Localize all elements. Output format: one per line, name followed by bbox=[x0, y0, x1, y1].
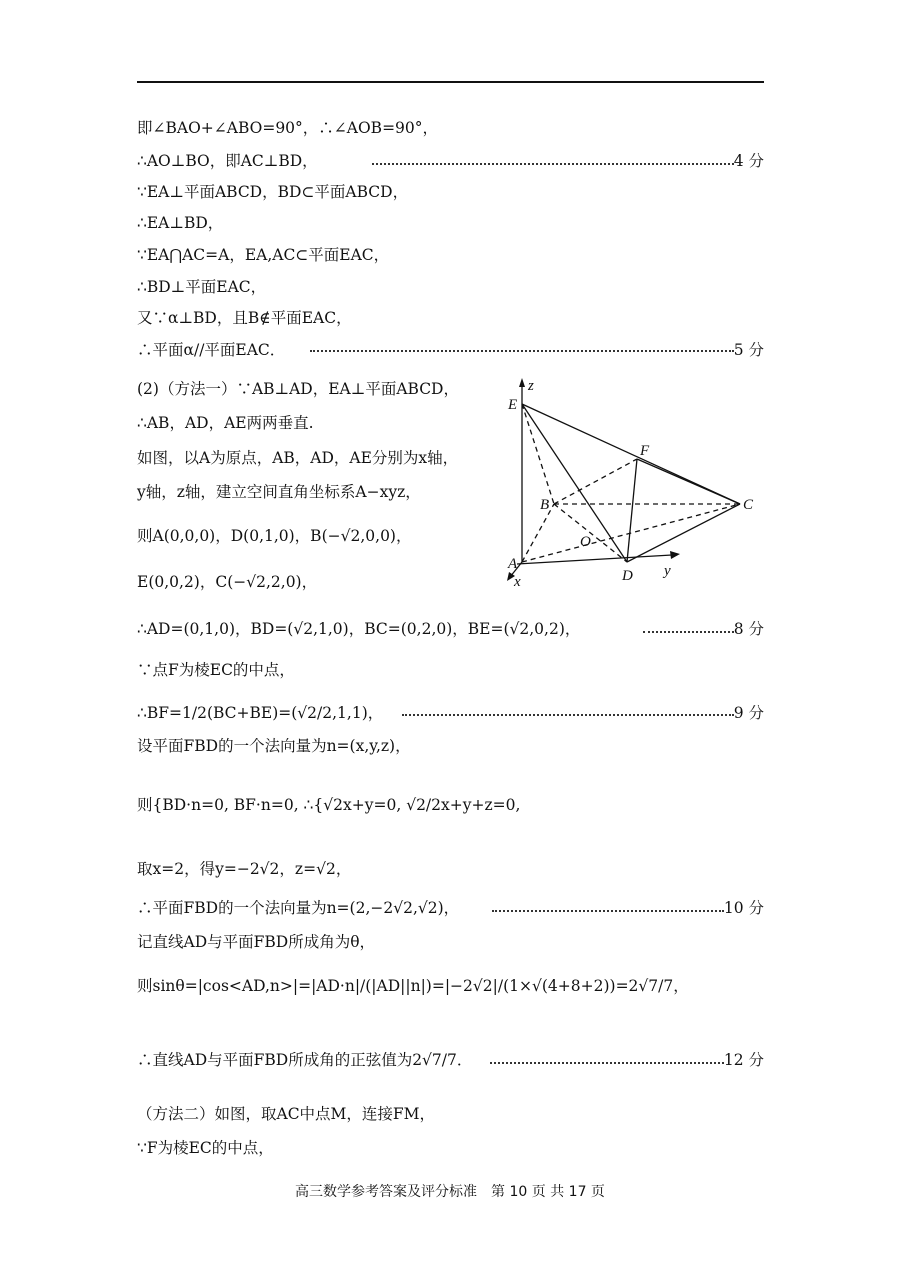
text-line-4: ∴EA⊥BD， bbox=[137, 214, 224, 232]
text-line-26: ∵F为棱EC的中点， bbox=[137, 1139, 274, 1157]
label-b: B bbox=[540, 497, 550, 513]
edge-ab bbox=[522, 504, 554, 562]
label-z: z bbox=[528, 378, 534, 394]
label-a: A bbox=[508, 556, 518, 572]
score-leader bbox=[490, 1060, 724, 1064]
label-c: C bbox=[743, 497, 754, 513]
label-o: O bbox=[580, 534, 591, 550]
label-e: E bbox=[508, 397, 518, 413]
score-leader bbox=[492, 908, 724, 912]
label-f: F bbox=[640, 443, 650, 459]
edge-ac bbox=[522, 504, 740, 562]
score-leader bbox=[372, 161, 734, 165]
score-leader bbox=[643, 629, 734, 633]
text-line-12: y轴，z轴，建立空间直角坐标系A−xyz， bbox=[137, 483, 421, 501]
text-line-20: 取x=2，得y=−2√2，z=√2， bbox=[137, 860, 352, 878]
y-axis-arrow bbox=[670, 551, 680, 559]
score-mark: 12 分 bbox=[723, 1051, 764, 1069]
text-line-15: ∴AD=(0,1,0)，BD=(√2,1,0)，BC=(0,2,0)，BE=(√2,0,2)， bbox=[137, 620, 581, 638]
text-line-2: ∴AO⊥BO，即AC⊥BD， bbox=[137, 152, 318, 170]
edge-fc bbox=[637, 459, 740, 504]
text-line-11: 如图，以A为原点，AB，AD，AE分别为x轴， bbox=[137, 449, 459, 467]
text-line-9: (2)（方法一）∵AB⊥AD，EA⊥平面ABCD， bbox=[137, 380, 459, 398]
score-leader bbox=[402, 712, 734, 716]
text-line-18: 设平面FBD的一个法向量为n=(x,y,z)， bbox=[137, 737, 411, 755]
text-line-14: E(0,0,2)，C(−√2,2,0)， bbox=[137, 573, 318, 591]
label-x: x bbox=[514, 574, 521, 590]
text-line-6: ∴BD⊥平面EAC， bbox=[137, 278, 267, 296]
edge-bd bbox=[554, 504, 627, 562]
text-line-10: ∴AB，AD，AE两两垂直. bbox=[137, 414, 314, 432]
text-line-5: ∵EA⋂AC=A，EA,AC⊂平面EAC， bbox=[137, 246, 390, 264]
score-mark: 8 分 bbox=[733, 620, 764, 638]
text-line-25: （方法二）如图，取AC中点M，连接FM， bbox=[137, 1105, 436, 1123]
score-mark: 5 分 bbox=[733, 341, 764, 359]
text-line-23: 则sinθ=|cos<AD,n>|=|AD·n|/(|AD||n|)=|−2√2|/(1×√(4+8+2))=2√7/7， bbox=[137, 977, 689, 995]
text-line-3: ∵EA⊥平面ABCD，BD⊂平面ABCD， bbox=[137, 183, 409, 201]
text-line-8: ∴平面α//平面EAC． bbox=[137, 341, 286, 359]
edge-eb bbox=[522, 404, 554, 504]
y-axis bbox=[517, 555, 672, 564]
text-line-16: ∵点F为棱EC的中点， bbox=[137, 661, 295, 679]
edge-fd bbox=[627, 459, 637, 562]
score-mark: 9 分 bbox=[733, 704, 764, 722]
score-leader bbox=[310, 348, 734, 352]
text-line-1: 即∠BAO+∠ABO=90°，∴∠AOB=90°， bbox=[137, 119, 439, 137]
text-line-7: 又∵α⊥BD，且B∉平面EAC， bbox=[137, 309, 352, 327]
text-line-21: ∴平面FBD的一个法向量为n=(2,−2√2,√2)， bbox=[137, 899, 460, 917]
header-rule bbox=[137, 81, 764, 83]
page-footer: 高三数学参考答案及评分标准 第 10 页 共 17 页 bbox=[295, 1184, 605, 1200]
pyramid-figure bbox=[492, 372, 762, 592]
text-line-13: 则A(0,0,0)，D(0,1,0)，B(−√2,0,0)， bbox=[137, 527, 412, 545]
text-line-19: 则{BD·n=0, BF·n=0, ∴{√2x+y=0, √2/2x+y+z=0, bbox=[137, 796, 521, 814]
edge-bf bbox=[554, 459, 637, 504]
z-axis-arrow bbox=[519, 378, 525, 387]
edge-dc bbox=[627, 504, 740, 562]
score-mark: 10 分 bbox=[723, 899, 764, 917]
text-line-24: ∴直线AD与平面FBD所成角的正弦值为2√7/7． bbox=[137, 1051, 473, 1069]
text-line-22: 记直线AD与平面FBD所成角为θ， bbox=[137, 933, 376, 951]
text-line-17: ∴BF=1/2(BC+BE)=(√2/2,1,1)， bbox=[137, 704, 384, 722]
score-mark: 4 分 bbox=[733, 152, 764, 170]
label-d: D bbox=[622, 568, 633, 584]
label-y: y bbox=[664, 563, 671, 579]
